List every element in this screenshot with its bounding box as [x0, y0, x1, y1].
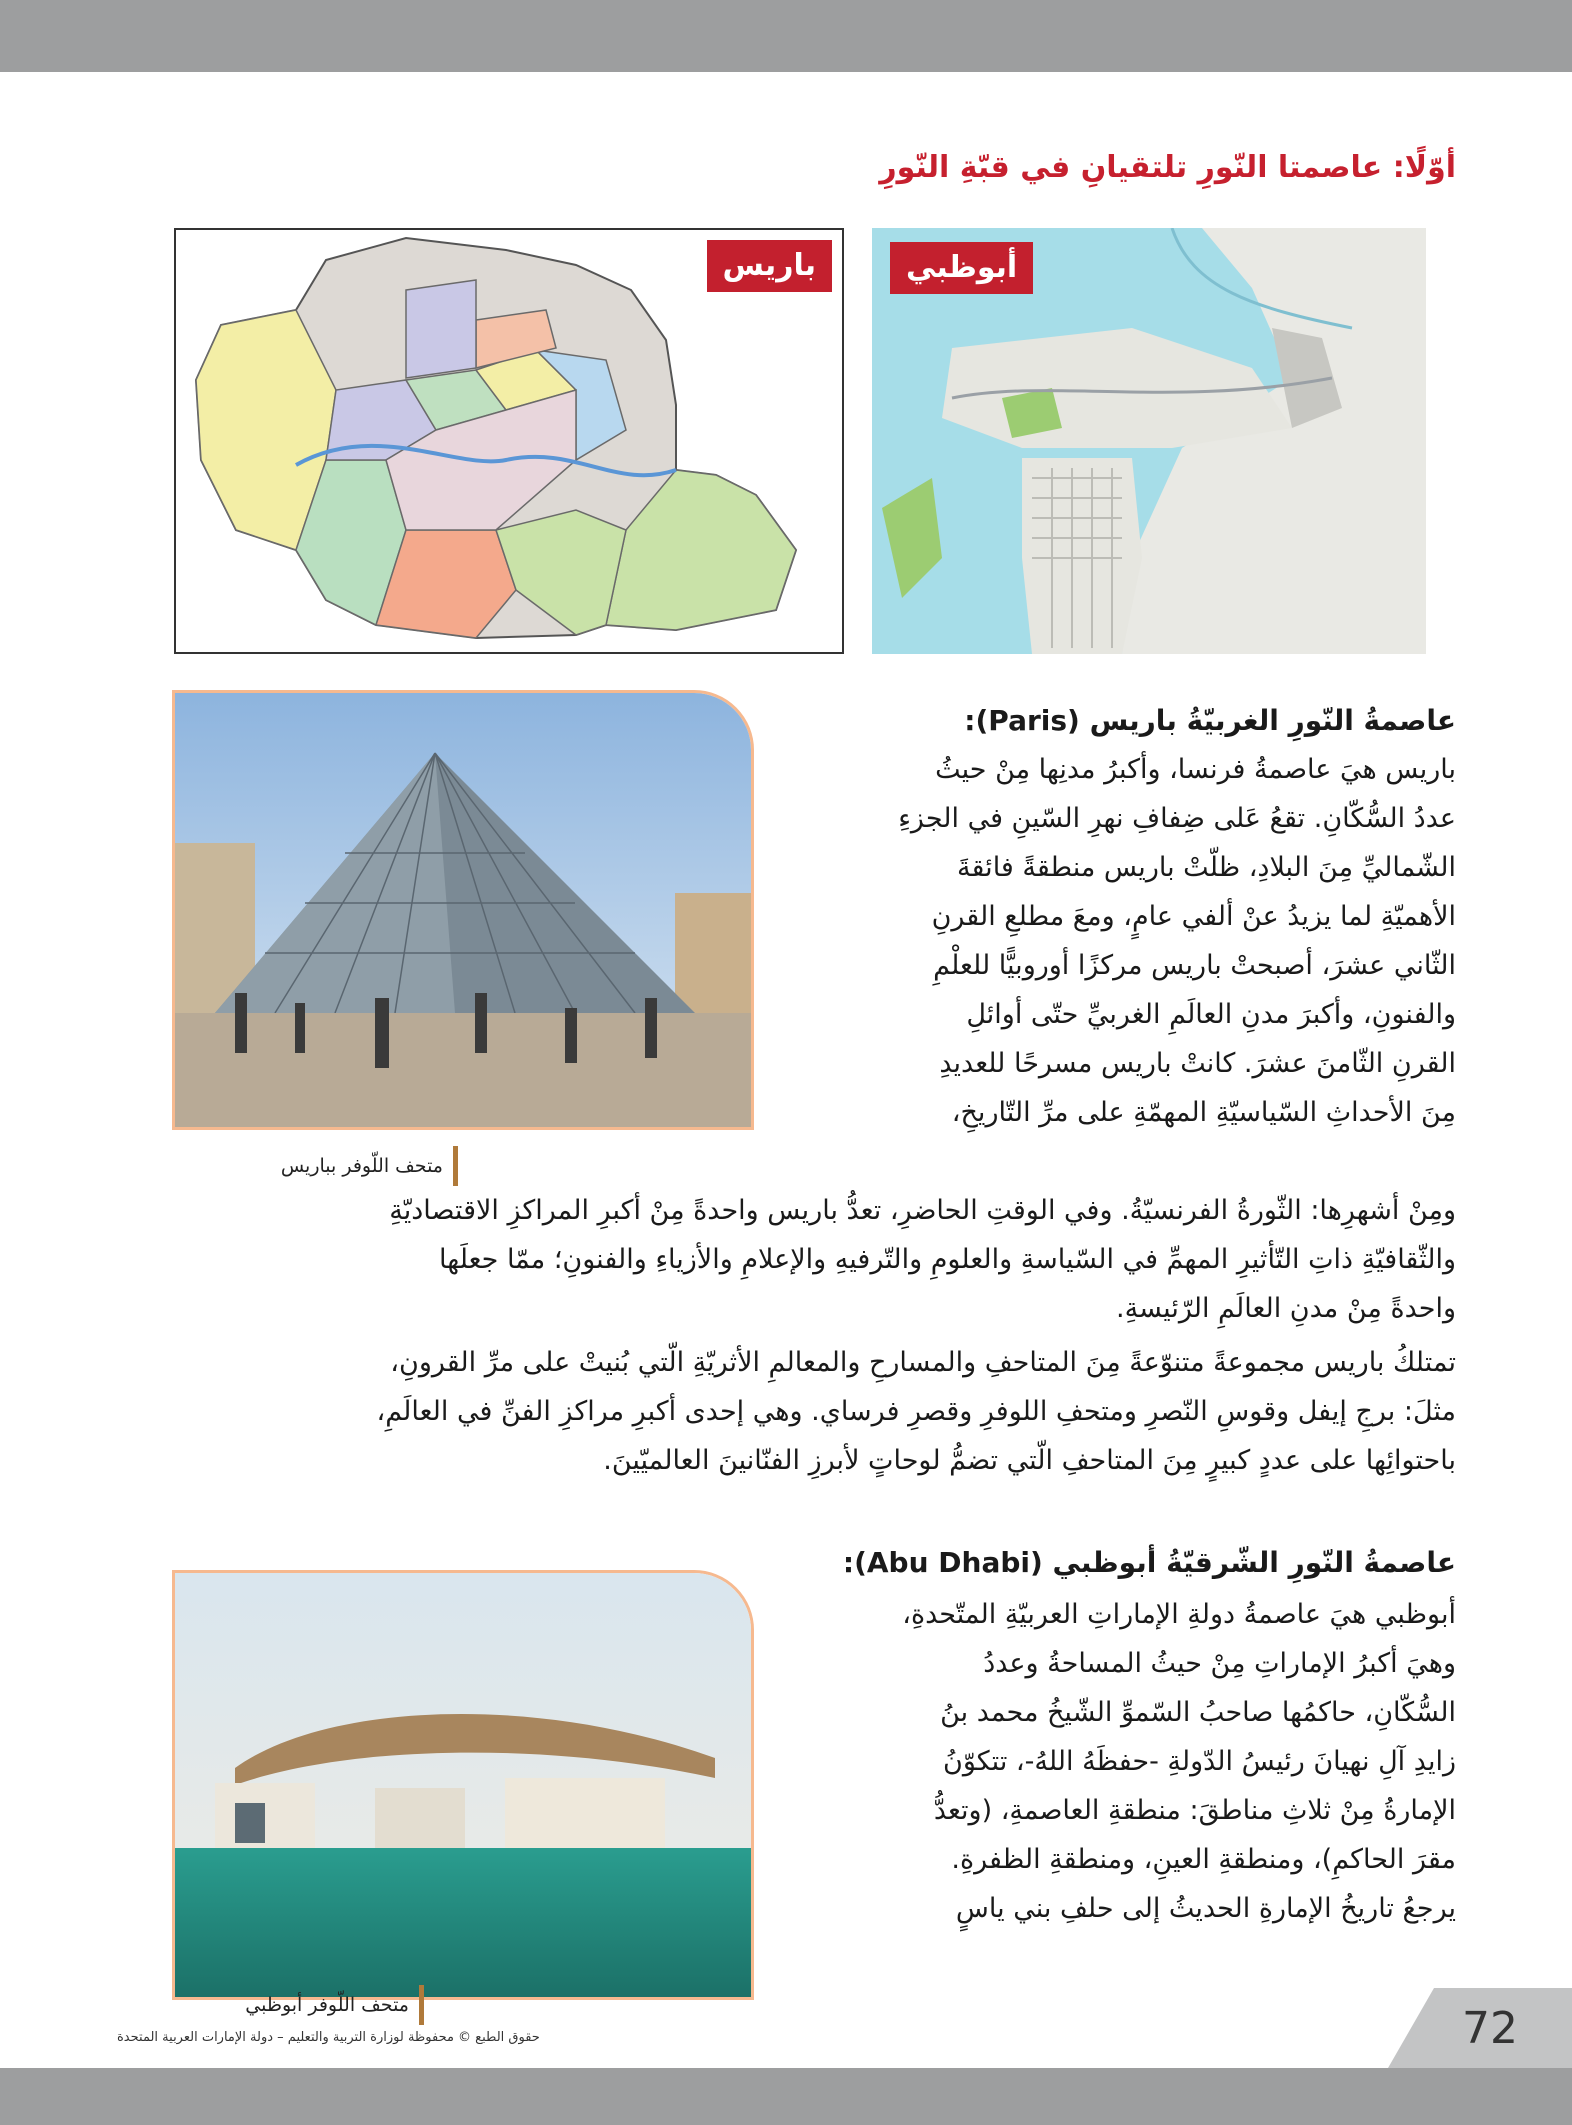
paris-line-4: الأهميّةِ لما يزيدُ عنْ ألفي عامٍ، ومعَ مطلعِ القرنِ [931, 901, 1456, 932]
paris-line-8: مِنَ الأحداثِ السّياسيّةِ المهمّةِ على مرِّ التّاريخِ، [951, 1097, 1456, 1128]
section-title: أوّلًا: عاصمتا النّورِ تلتقيانِ في قبّةِ النّورِ [879, 150, 1456, 185]
paris-heading: عاصمةُ النّورِ الغربيّةُ باريس (Paris): [964, 704, 1456, 737]
paris-continuation [116, 1186, 1456, 1333]
abudhabi-line-4: زايدِ آلِ نهيانَ رئيسُ الدّولةِ -حفظَهُ اللهُ-، تتكوّنُ [942, 1746, 1456, 1777]
paris-line-7: القرنِ الثّامنَ عشرَ. كانتْ باريس مسرحًا للعديدِ [939, 1048, 1456, 1079]
louvre-abudhabi-caption: متحف اللّوفر أبوظبي [245, 1985, 424, 2025]
copyright-notice: حقوق الطبع © محفوظة لوزارة التربية والتعليم – دولة الإمارات العربية المتحدة [117, 2030, 540, 2045]
louvre-abudhabi-illustration [175, 1573, 754, 2000]
paris-paragraph-2 [116, 1338, 1456, 1485]
footer-bar [0, 2068, 1572, 2125]
paris-para2-line-3: باحتوائِها على عددٍ كبيرٍ مِنَ المتاحفِ الّتي تضمُّ لوحاتٍ لأبرزِ الفنّانينَ العالميّينَ. [603, 1445, 1456, 1476]
paris-paragraph [796, 745, 1456, 1137]
paris-map [174, 228, 844, 654]
louvre-pyramid-illustration [175, 693, 754, 1130]
abudhabi-heading: عاصمةُ النّورِ الشّرقيّةُ أبوظبي (Abu Dhabi): [842, 1546, 1456, 1579]
paris-full-line-2: والثّقافيّةِ ذاتِ التّأثيرِ المهمِّ في السّياسةِ والعلومِ والتّرفيهِ والإعلامِ والأزياءِ والفنونِ؛ ممّا جعلَها [439, 1244, 1456, 1275]
paris-line-3: الشّماليِّ مِنَ البلادِ، ظلّتْ باريس منطقةً فائقةَ [957, 852, 1456, 883]
page-number: 72 [1462, 2003, 1518, 2054]
paris-line-6: والفنونِ، وأكبرَ مدنِ العالَمِ الغربيِّ حتّى أوائلِ [966, 999, 1456, 1030]
paris-line-5: الثّاني عشرَ، أصبحتْ باريس مركزًا أوروبيًّا للعلْمِ [933, 950, 1456, 981]
paris-line-2: عددُ السُّكّانِ. تقعُ عَلى ضِفافِ نهرِ السّينِ في الجزءِ [898, 803, 1456, 834]
paris-full-line-1: ومِنْ أشهرِها: الثّورةُ الفرنسيّةُ. وفي الوقتِ الحاضرِ، تعدُّ باريس واحدةً مِنْ أكبرِ المراكزِ الاقتصاديّةِ [389, 1195, 1456, 1226]
louvre-paris-photo [172, 690, 754, 1130]
abudhabi-line-5: الإمارةُ مِنْ ثلاثِ مناطقَ: منطقةِ العاصمةِ، (وتعدُّ [933, 1795, 1456, 1826]
abudhabi-paragraph [796, 1590, 1456, 1933]
paris-para2-line-1: تمتلكُ باريس مجموعةً متنوّعةً مِنَ المتاحفِ والمسارحِ والمعالمِ الأثريّةِ الّتي بُنيتْ على مرِّ القرونِ، [390, 1347, 1456, 1378]
abudhabi-map [872, 228, 1426, 654]
abudhabi-line-7: يرجعُ تاريخُ الإمارةِ الحديثُ إلى حلفِ بني ياسٍ [955, 1893, 1456, 1924]
louvre-abudhabi-photo [172, 1570, 754, 2000]
paris-map-drawing [176, 230, 842, 652]
paris-full-line-3: واحدةً مِنْ مدنِ العالَمِ الرّئيسةِ. [1116, 1293, 1456, 1324]
abudhabi-line-1: أبوظبي هيَ عاصمةُ دولةِ الإماراتِ العربيّةِ المتّحدةِ، [902, 1599, 1456, 1630]
abudhabi-line-3: السُّكّانِ، حاكمُها صاحبُ السّموِّ الشّيخُ محمد بنُ [940, 1697, 1456, 1728]
top-bar [0, 0, 1572, 72]
paris-para2-line-2: مثلَ: برجِ إيفل وقوسِ النّصرِ ومتحفِ اللوفرِ وقصرِ فرساي. وهي إحدى أكبرِ مراكزِ الفنِّ في العالَمِ، [376, 1396, 1456, 1427]
abudhabi-map-label: أبوظبي [890, 242, 1033, 294]
abudhabi-line-2: وهيَ أكبرُ الإماراتِ مِنْ حيثُ المساحةُ وعددُ [983, 1648, 1456, 1679]
paris-map-label: باريس [707, 240, 832, 292]
louvre-paris-caption: متحف اللّوفر بباريس [281, 1146, 458, 1186]
paris-line-1: باريس هيَ عاصمةُ فرنسا، وأكبرُ مدنِها مِنْ حيثُ [935, 754, 1456, 785]
abudhabi-line-6: مقرَ الحاكمِ)، ومنطقةِ العينِ، ومنطقةِ الظفرةِ. [951, 1844, 1456, 1875]
